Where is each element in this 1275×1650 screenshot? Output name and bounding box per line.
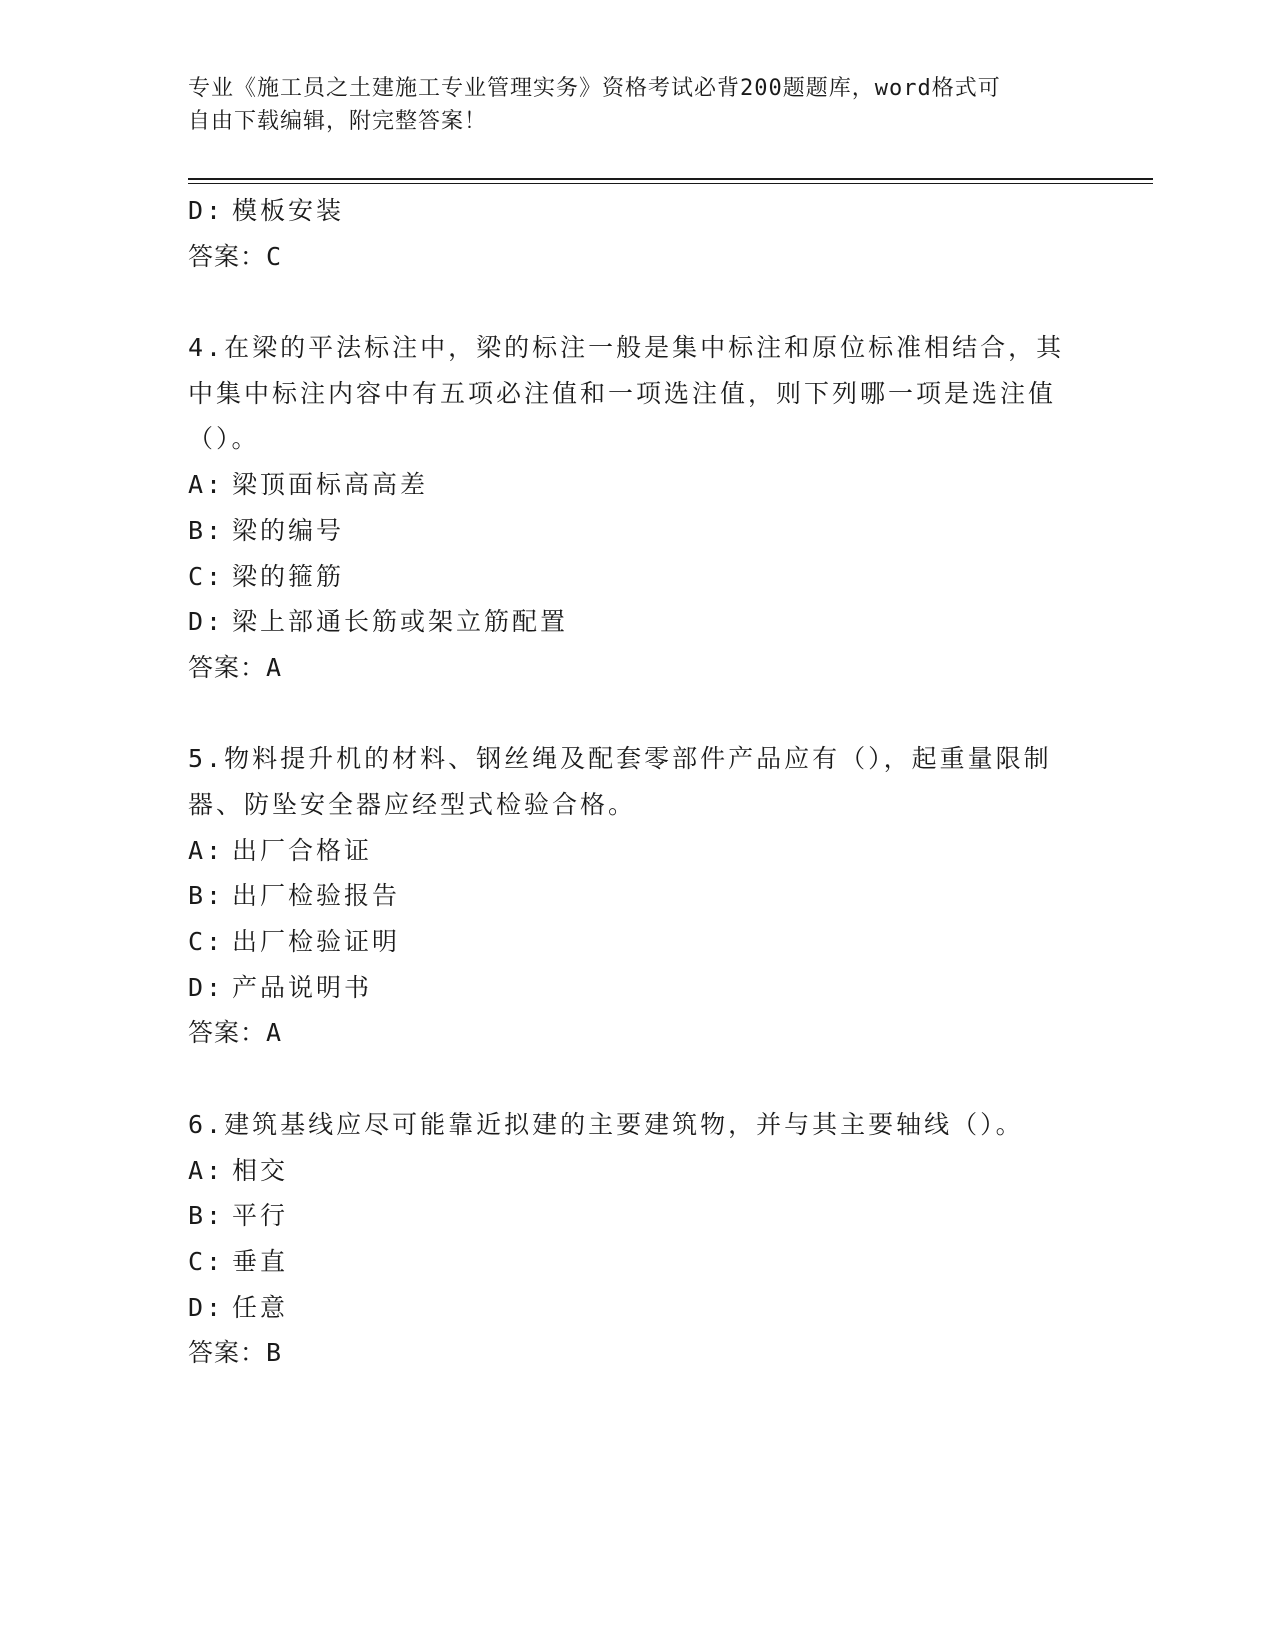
option-letter: A: — [188, 470, 225, 500]
option-letter: D: — [188, 1292, 225, 1322]
option-text: 出厂检验报告 — [232, 881, 401, 911]
option-a — [188, 1148, 1068, 1194]
option-letter: C: — [188, 1246, 225, 1276]
option-b — [188, 873, 1068, 919]
option-text: 任意 — [232, 1292, 289, 1322]
option-letter: B: — [188, 515, 225, 545]
option-text: 垂直 — [232, 1246, 289, 1276]
answer: 答案：C — [188, 241, 283, 271]
answer: 答案：A — [188, 652, 283, 682]
option-letter: D: — [188, 972, 225, 1002]
option-text: 模板安装 — [232, 196, 345, 225]
option-letter: D: — [188, 607, 225, 637]
option-d — [188, 965, 1068, 1011]
question-stem-6: 6.建筑基线应尽可能靠近拟建的主要建筑物，并与其主要轴线（）。 — [188, 1109, 1024, 1139]
option-letter: B: — [188, 1201, 225, 1231]
option-c — [188, 1239, 1068, 1285]
option-text: 产品说明书 — [232, 972, 373, 1002]
option-letter: C: — [188, 927, 225, 957]
option-text: 出厂合格证 — [232, 835, 373, 865]
option-text: 梁上部通长筋或架立筋配置 — [232, 607, 569, 637]
option-text: 梁顶面标高高差 — [232, 470, 429, 500]
header-divider-thin — [188, 183, 1153, 184]
option-b — [188, 1193, 1068, 1239]
question-stem-5: 5.物料提升机的材料、钢丝绳及配套零部件产品应有（），起重量限制器、防坠安全器应经型式检验合格。 — [188, 744, 1052, 819]
option-d — [188, 188, 1068, 234]
option-text: 出厂检验证明 — [232, 927, 401, 957]
option-c — [188, 554, 1068, 600]
option-b — [188, 508, 1068, 554]
option-text: 梁的箍筋 — [232, 561, 345, 591]
option-text: 平行 — [232, 1201, 289, 1231]
option-a — [188, 828, 1068, 874]
option-letter: A: — [188, 1155, 225, 1185]
spacer — [188, 691, 1068, 737]
option-text: 梁的编号 — [232, 515, 345, 545]
spacer — [188, 279, 1068, 325]
option-c — [188, 919, 1068, 965]
header-line-2: 自由下载编辑，附完整答案！ — [188, 109, 488, 134]
option-a — [188, 462, 1068, 508]
answer: 答案：B — [188, 1338, 283, 1368]
header-divider-thick — [188, 178, 1153, 180]
answer: 答案：A — [188, 1018, 283, 1048]
question-stem-4: 4.在梁的平法标注中，梁的标注一般是集中标注和原位标准相结合，其中集中标注内容中有五项必注值和一项选注值，则下列哪一项是选注值（）。 — [188, 333, 1065, 454]
document-header — [188, 72, 1068, 138]
option-text: 相交 — [232, 1155, 289, 1185]
option-d — [188, 599, 1068, 645]
option-letter: C: — [188, 561, 225, 591]
spacer — [188, 1056, 1068, 1102]
option-letter: D: — [188, 196, 225, 225]
option-d — [188, 1285, 1068, 1331]
option-letter: B: — [188, 881, 225, 911]
header-line-1: 专业《施工员之土建施工专业管理实务》资格考试必背200题题库，word格式可 — [188, 76, 1001, 101]
question-content — [188, 188, 1068, 1376]
option-letter: A: — [188, 835, 225, 865]
